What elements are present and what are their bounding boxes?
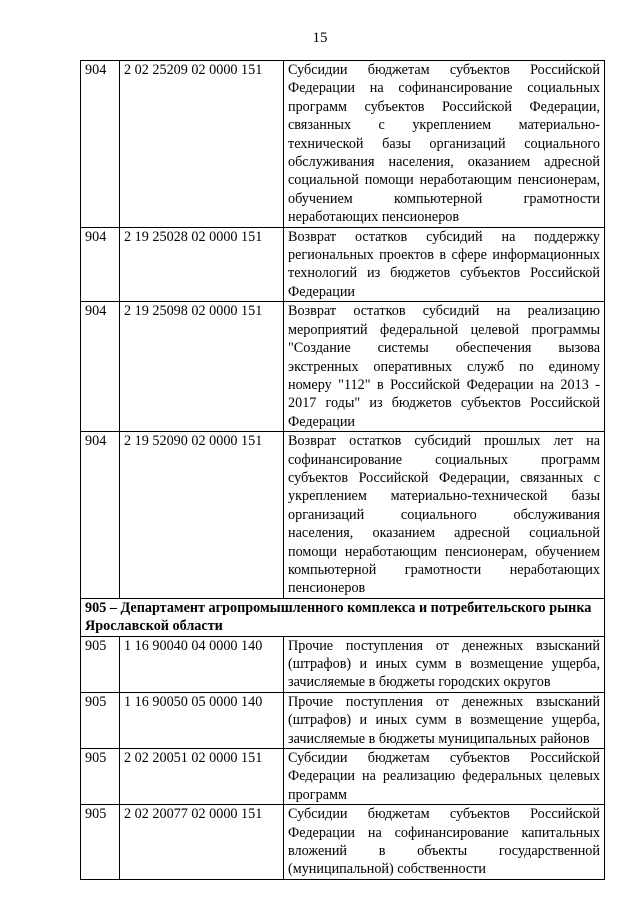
budget-code-cell: 1 16 90050 05 0000 140 xyxy=(120,692,284,748)
description-cell: Субсидии бюджетам субъектов Российской Федерации на реализацию федеральных целевых программ xyxy=(284,749,605,805)
description-cell: Прочие поступления от денежных взысканий (штрафов) и иных сумм в возмещение ущерба, зачисляемые в бюджеты муниципальных районов xyxy=(284,692,605,748)
admin-code-cell: 904 xyxy=(81,432,120,599)
description-cell: Субсидии бюджетам субъектов Российской Федерации на софинансирование социальных программ субъектов Российской Федерации, связанных с укреплением материально-технической базы организаций социального обслуживания населения, оказанием адресной социальной помощи неработающим пенсионерам, обучением компьютерной грамотности неработающих пенсионеров xyxy=(284,61,605,228)
table-row xyxy=(81,61,605,228)
description-cell: Прочие поступления от денежных взысканий (штрафов) и иных сумм в возмещение ущерба, зачисляемые в бюджеты городских округов xyxy=(284,636,605,692)
budget-code-cell: 2 19 52090 02 0000 151 xyxy=(120,432,284,599)
admin-code-cell: 905 xyxy=(81,749,120,805)
budget-code-cell: 2 19 25098 02 0000 151 xyxy=(120,302,284,432)
budget-classification-table xyxy=(80,60,605,880)
admin-code-cell: 905 xyxy=(81,805,120,880)
table-row xyxy=(81,692,605,748)
section-title: 905 – Департамент агропромышленного комплекса и потребительского рынка Ярославской области xyxy=(81,598,605,636)
table-row xyxy=(81,805,605,880)
admin-code-cell: 904 xyxy=(81,302,120,432)
table-row xyxy=(81,432,605,599)
budget-code-cell: 2 19 25028 02 0000 151 xyxy=(120,227,284,302)
description-cell: Возврат остатков субсидий на реализацию мероприятий федеральной целевой программы "Создание системы обеспечения вызова экстренных оперативных служб по единому номеру "112" в Российской Федерации на 2013 - 2017 годы" из бюджетов субъектов Российской Федерации xyxy=(284,302,605,432)
admin-code-cell: 904 xyxy=(81,227,120,302)
table-row xyxy=(81,302,605,432)
section-header-row xyxy=(81,598,605,636)
budget-code-cell: 1 16 90040 04 0000 140 xyxy=(120,636,284,692)
admin-code-cell: 905 xyxy=(81,692,120,748)
description-cell: Возврат остатков субсидий на поддержку региональных проектов в сфере информационных технологий из бюджетов субъектов Российской Федерации xyxy=(284,227,605,302)
budget-code-cell: 2 02 25209 02 0000 151 xyxy=(120,61,284,228)
budget-code-cell: 2 02 20077 02 0000 151 xyxy=(120,805,284,880)
table-row xyxy=(81,749,605,805)
admin-code-cell: 905 xyxy=(81,636,120,692)
description-cell: Субсидии бюджетам субъектов Российской Федерации на софинансирование капитальных вложений в объекты государственной (муниципальной) собственности xyxy=(284,805,605,880)
table-row xyxy=(81,227,605,302)
page-number: 15 xyxy=(312,30,328,46)
description-cell: Возврат остатков субсидий прошлых лет на софинансирование социальных программ субъектов Российской Федерации, связанных с укреплением материально-технической базы организаций социального обслуживания населения, оказанием адресной социальной помощи неработающим пенсионерам, обучением компьютерной грамотности неработающих пенсионеров xyxy=(284,432,605,599)
budget-code-cell: 2 02 20051 02 0000 151 xyxy=(120,749,284,805)
admin-code-cell: 904 xyxy=(81,61,120,228)
table-row xyxy=(81,636,605,692)
table-body xyxy=(81,61,605,880)
